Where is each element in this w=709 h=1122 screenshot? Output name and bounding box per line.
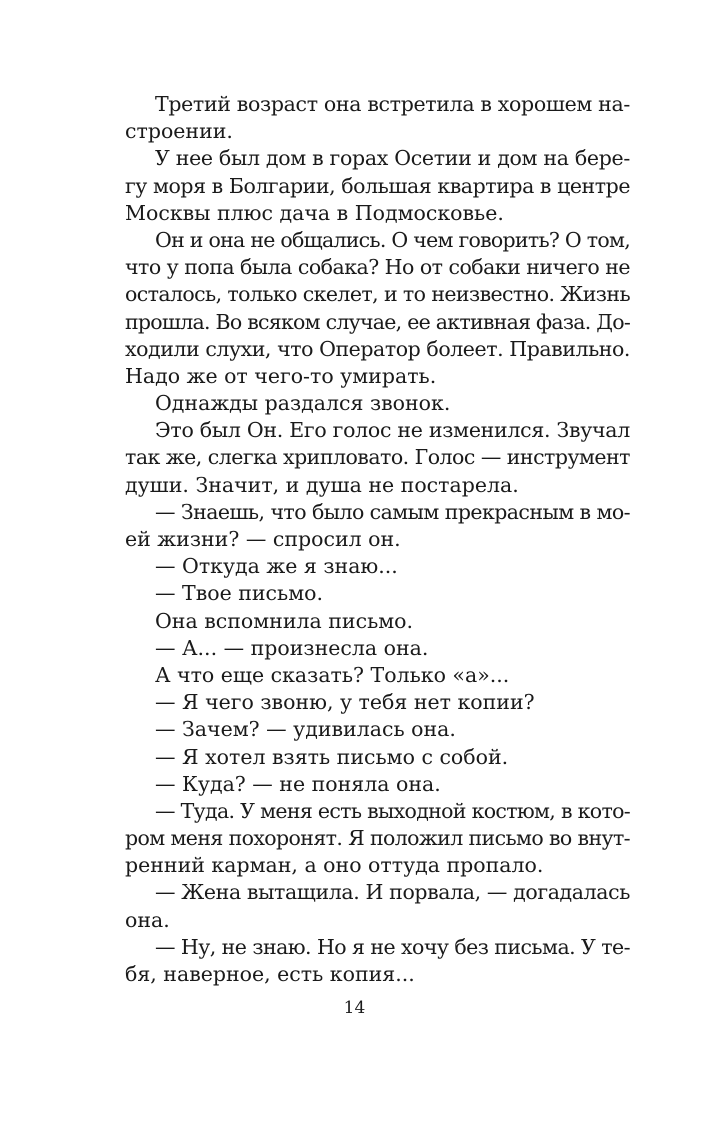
text-line: ходили слухи, что Оператор болеет. Правильно. bbox=[125, 336, 631, 361]
page-number: 14 bbox=[343, 998, 366, 1018]
text-line: ей жизни? — спросил он. bbox=[125, 527, 401, 551]
text-line: гу моря в Болгарии, большая квартира в центре bbox=[125, 173, 631, 198]
text-line: Третий возраст она встретила в хорошем на- bbox=[155, 92, 630, 116]
text-line: Москвы плюс дача в Подмосковье. bbox=[125, 200, 504, 225]
text-line: так же, слегка хрипловато. Голос — инструмент bbox=[125, 445, 631, 470]
text-line: — Я чего звоню, у тебя нет копии? bbox=[155, 690, 535, 715]
text-line: осталось, только скелет, и то неизвестно. Жизнь bbox=[125, 282, 631, 307]
text-line: строении. bbox=[125, 119, 233, 144]
text-line: — Ну, не знаю. Но я не хочу без письма. У те- bbox=[155, 934, 631, 959]
body-text bbox=[125, 91, 630, 988]
text-line: — Куда? — не поняла она. bbox=[155, 771, 441, 796]
text-line: Она вспомнила письмо. bbox=[155, 608, 414, 633]
text-line: души. Значит, и душа не постарела. bbox=[125, 472, 519, 497]
text-line: — А... — произнесла она. bbox=[155, 635, 429, 660]
text-line: — Жена вытащила. И порвала, — догадалась bbox=[155, 880, 630, 905]
text-line: Надо же от чего-то умирать. bbox=[125, 363, 437, 388]
text-line: — Знаешь, что было самым прекрасным в мо- bbox=[155, 499, 631, 524]
text-line: она. bbox=[125, 907, 170, 932]
text-line: У нее был дом в горах Осетии и дом на бере- bbox=[155, 146, 630, 171]
text-line: Однажды раздался звонок. bbox=[155, 391, 451, 416]
text-line: — Откуда же я знаю... bbox=[155, 554, 398, 579]
text-line: — Твое письмо. bbox=[155, 581, 323, 606]
text-line: — Туда. У меня есть выходной костюм, в кото- bbox=[155, 798, 631, 823]
text-line: Это был Он. Его голос не изменился. Звучал bbox=[155, 418, 630, 443]
text-line: — Я хотел взять письмо с собой. bbox=[155, 744, 509, 769]
text-line: бя, наверное, есть копия... bbox=[125, 962, 415, 986]
text-line: что у попа была собака? Но от собаки ничего не bbox=[125, 255, 630, 280]
text-line: — Зачем? — удивилась она. bbox=[155, 717, 456, 742]
text-line: ром меня похоронят. Я положил письмо во внут- bbox=[125, 826, 630, 851]
text-line: ренний карман, а оно оттуда пропало. bbox=[125, 853, 544, 878]
text-line: А что еще сказать? Только «а»... bbox=[155, 662, 510, 687]
text-line: прошла. Во всяком случае, ее активная фаза. До- bbox=[125, 309, 631, 334]
text-line: Он и она не общались. О чем говорить? О том, bbox=[155, 227, 630, 252]
